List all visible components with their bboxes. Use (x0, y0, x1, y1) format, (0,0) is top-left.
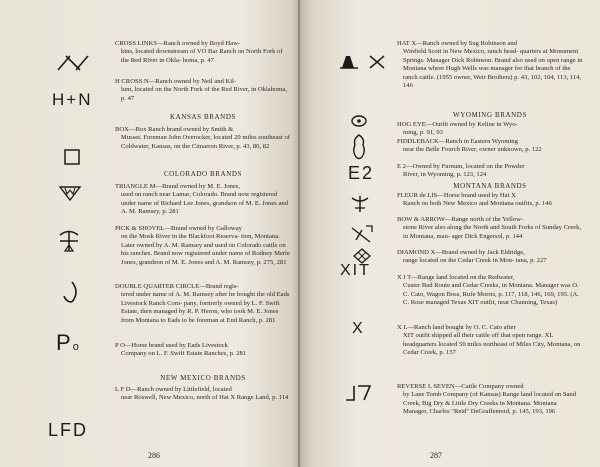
pick-and-shovel-brand-icon (56, 227, 82, 253)
heading-new-mexico-brands: NEW MEXICO BRANDS (160, 374, 246, 382)
entry-hog-eye-body: ming, p. 91, 93 (403, 129, 443, 137)
entry-bow-and-arrow (397, 216, 583, 241)
entry-bow-and-arrow-lead: BOW & ARROW—Range north of the Yellow- (397, 216, 524, 223)
right-page (300, 0, 600, 467)
entry-h-cross-n-lead: H CROSS N—Ranch owned by Neil and Kil- (115, 78, 237, 85)
entry-hat-x-lead: HAT X—Ranch owned by Sug Robinson and (397, 40, 518, 47)
entry-box-lead: BOX—Box Ranch brand owned by Smith & (115, 126, 234, 133)
entry-box-body: Musset. Foreman John Overocker, located 20 miles southeast of Coldwater, Kansas, on the Cimarron River, p. 43, 80, 82 (121, 134, 290, 150)
page-number-left: 286 (148, 451, 160, 460)
entry-diamond-x-body: range located on the Cedar Creek in Mon- tana, p. 227 (403, 257, 547, 265)
entry-e-2-body: River, in Wyoming, p. 123, 124 (403, 171, 487, 179)
entry-diamond-x (397, 249, 583, 266)
entry-h-cross-n-body: lum, located on the North Fork of the Red River, in Oklahoma, p. 47 (121, 86, 288, 102)
entry-box (115, 126, 291, 151)
entry-h-cross-n (115, 78, 291, 103)
heading-kansas-brands: KANSAS BRANDS (170, 113, 236, 121)
lfd-brand: LFD (48, 420, 89, 440)
xl-brand: X (352, 320, 365, 337)
heading-colorado-brands: COLORADO BRANDS (163, 170, 243, 178)
h-cross-n-brand: H+N (52, 90, 93, 109)
entry-hat-x-body: Winfield Scott in New Mexico, ranch head- quarters at Monument Springs. Manager Dick Robinson. Brand also used on open range in Montana where Hugh Wells was manager for that branch of the ranch cattle. (1955 owner, Weir Brothers) p. 43, 102, 104, 113, 114, 146 (403, 48, 583, 90)
entry-triangle-m (115, 183, 291, 217)
entry-p-o-body: Company on L. F. Swift Estate Ranches, p. 281 (121, 350, 247, 358)
entry-double-quarter-circle-lead: DOUBLE QUARTER CIRCLE—Brand regis- (115, 283, 239, 290)
entry-cross-links (115, 40, 291, 65)
entry-x-l (397, 324, 583, 358)
entry-p-o (115, 342, 291, 359)
entry-triangle-m-body: used on ranch near Lamar, Colorado. Brand now registered under name of Richard Lee Jones, grandson of M. E. Jones and A. M. Ramsey, p. 281 (121, 191, 288, 216)
p-o-brand: Po (56, 330, 81, 355)
bow-and-arrow-brand-icon (348, 224, 374, 246)
entry-pick-and-shovel-body: on the Mosk River in the Blackfoot Reserva- tion, Montana. Later owned by A. M. Ramsey and used on Colorado cattle on his ranches. Brand now registered under name of Rodney Merle Jones, grandson of M. E. Jones and A. M. Ramsey, p. 275, 281 (121, 233, 290, 266)
entry-hat-x (397, 40, 583, 90)
entry-x-i-t (397, 274, 583, 308)
entry-l-f-d-body: near Roswell, New Mexico, north of Hat X Range Land, p. 114 (121, 394, 289, 402)
entry-triangle-m-lead: TRIANGLE M—Brand owned by M. E. Jones, (115, 183, 241, 190)
entry-diamond-x-lead: DIAMOND X—Brand owned by Jack Eldridge, (397, 249, 525, 256)
fleur-de-lis-brand-icon (350, 192, 370, 214)
entry-cross-links-lead: CROSS LINKS—Ranch owned by Boyd Haw- (115, 40, 241, 47)
entry-e-2 (397, 163, 583, 180)
entry-fiddleback-lead: FIDDLEBACK—Ranch in Eastern Wyoming (397, 138, 518, 145)
entry-fiddleback-body: near the Belle Fourch River, owner unknown, p. 122 (403, 146, 542, 154)
fiddleback-brand-icon (350, 133, 368, 161)
entry-pick-and-shovel (115, 225, 291, 267)
page-number-right: 287 (430, 451, 442, 460)
entry-l-f-d (115, 386, 291, 403)
entry-hog-eye-lead: HOG EYE—Outfit owned by Keline in Wyo- (397, 121, 518, 128)
hog-eye-brand-icon (350, 112, 368, 130)
heading-montana-brands: MONTANA BRANDS (453, 182, 527, 190)
entry-x-i-t-lead: X I T—Range land located on the Redwater, (397, 274, 515, 281)
p-o-brand-letter: P (56, 330, 73, 355)
entry-fleur-de-lis-body: Ranch on both New Mexico and Montana outfits, p. 146 (403, 200, 552, 208)
xit-brand: XIT (340, 262, 371, 279)
entry-fleur-de-lis (397, 192, 583, 209)
entry-p-o-lead: P O—Horse brand used by Eads Livestock (115, 342, 228, 349)
entry-bow-and-arrow-body: stone River also along the North and South Forks of Sunday Creek, in Montana, man- ager Dick Engersol, p. 144 (403, 224, 582, 240)
double-quarter-circle-brand-icon (60, 280, 82, 304)
entry-double-quarter-circle-body: tered under name of A. M. Ramsey after he bought the old Eads Livestock Ranch Com- pany, formerly owned by L. F. Swift Estate, then managed by R. P. Heron, who took M. E. Jones from Montana to Eads to be foreman at End Ranch, p. 281 (121, 291, 290, 324)
heading-wyoming-brands: WYOMING BRANDS (453, 111, 527, 119)
entry-x-l-body: XIT outfit shipped all their cattle off that open range. XL headquarters located 50 miles northeast of Miles City, Montana, on Cedar Creek, p. 157 (403, 332, 581, 357)
entry-pick-and-shovel-lead: PICK & SHOVEL—Brand owned by Galloway (115, 225, 242, 232)
entry-fiddleback (397, 138, 583, 155)
cross-links-brand-icon (56, 52, 90, 72)
entry-l-f-d-lead: L F D—Ranch owned by Littlefield, located (115, 386, 232, 393)
entry-reverse-l-seven (397, 383, 583, 417)
reverse-l-seven-brand-icon (344, 382, 372, 404)
box-brand-icon (63, 148, 81, 166)
entry-cross-links-body: kins, located downstream of VO Bar Ranch on North Fork of the Red River in Okla- homa, p. 47 (121, 48, 283, 64)
triangle-m-brand-icon (58, 184, 82, 202)
entry-e-2-lead: E 2—Owned by Furnum, located on the Powder (397, 163, 525, 170)
entry-x-i-t-body: Custer Bad Route and Cedar Creeks, in Montana. Manager was O. C. Cato, Wagon Boss, Rufe Morris, p. 117, 118, 146, 169, 195. (A. C. Rose managed Texas XIT outfit, near Channing, Texas) (403, 282, 579, 307)
entry-hog-eye (397, 121, 583, 138)
entry-double-quarter-circle (115, 283, 291, 325)
entry-fleur-de-lis-lead: FLEUR de LIS—Horse brand used by Hat X (397, 192, 516, 199)
e2-brand: E2 (348, 163, 375, 183)
entry-x-l-lead: X L—Ranch land bought by O. C. Cato after (397, 324, 516, 331)
hat-x-brand-icon (338, 50, 390, 72)
entry-reverse-l-seven-body: by Lane Tomb Company (of Kansas) Range land located on Sand Creek, Big Dry & Little Dry Creeks in Montana. Montana Manager, Charles "Reid" DeGraffenreid, p. 145, 193, 196 (403, 391, 577, 416)
entry-reverse-l-seven-lead: REVERSE L SEVEN—Cattle Company owned (397, 383, 524, 390)
